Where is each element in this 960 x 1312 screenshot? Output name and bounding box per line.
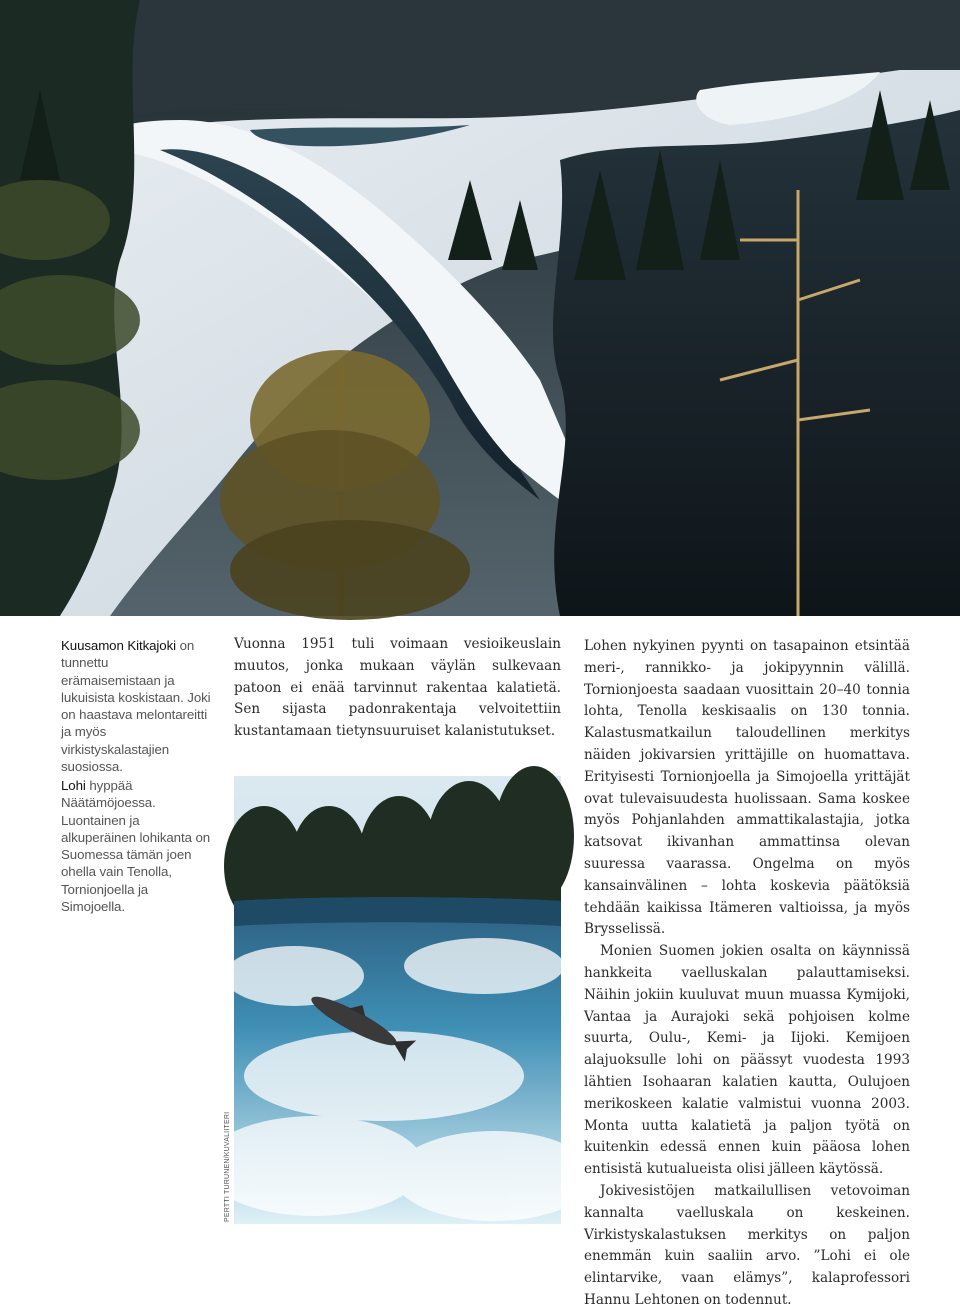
- paragraph: Lohen nykyinen pyynti on tasapainon etsintää meri-, rannikko- ja jokipyynnin välillä. Tornionjoesta saadaan vuosittain 20–40 tonnia lohta, Tenolla keskisaalis on 130 tonnia. Kalastusmatkailun taloudellinen merkitys näiden jokivarsien yrittäjille on huomattava. Erityisesti Tornionjoella ja Simojoella yrittäjät ovat tulevaisuudesta huolissaan. Sama koskee myös Pohjanlahden ammattikalastajia, jotka katsovat ikivanhan ammattinsa olevan suuressa vaarassa. Ongelma on myös kansainvälinen – lohta koskevia päätöksiä tehdään kaikissa Itämeren valtioissa, ja myös Brysselissä.: [584, 638, 910, 938]
- caption-text: hyppää Näätämöjoessa. Luontainen ja alkuperäinen lohikanta on Suomessa tämän joen ohella vain Tenolla, Tornionjoella ja Simojoella.: [61, 778, 211, 915]
- photo-caption-salmon: [61, 777, 211, 915]
- photo-caption-kitkajoki: [61, 637, 211, 775]
- middle-column-text: [234, 634, 561, 743]
- hero-photo-kitkajoki: [0, 0, 960, 616]
- paragraph: Monien Suomen jokien osalta on käynnissä hankkeita vaelluskalan palauttamiseksi. Näihin jokiin kuuluvat muun muassa Kymijoki, Vantaa ja Aurajoki sekä pohjoisen kolme suurta, Oulu-, Kemi- ja Iijoki. Kemijoen alajuoksulle lohi on päässyt vuodesta 1993 lähtien Isohaaran kalatien kautta, Oulujoen merikoskeen kalatie valmistui vuonna 2003. Monta uutta kalatietä ja paljon työtä on kuitenkin edessä ennen kuin pääosa lohen entisistä kutualueista olisi jälleen käytössä.: [584, 943, 910, 1178]
- caption-lead: Kuusamon Kitkajoki: [61, 638, 176, 653]
- right-column-text: [584, 636, 910, 1312]
- paragraph: Vuonna 1951 tuli voimaan vesioikeuslain muutos, jonka mukaan väylän sulkevaan patoon ei enää tarvinnut rakentaa kalatietä. Sen sijasta padonrakentaja velvoitettiin kustantamaan tietynsuuruiset kalanistutukset.: [234, 636, 561, 740]
- salmon-leap-photo: [234, 776, 561, 1224]
- caption-text: on tunnettu erämaisemistaan ja lukuisista koskistaan. Joki on haastava melontareitti ja myös virkistyskalastajien suosiossa.: [61, 638, 211, 775]
- photo-credit: PERTTI TURUNEN/KUVALIITERI: [224, 1111, 231, 1222]
- caption-lead: Lohi: [61, 778, 86, 793]
- paragraph: Jokivesistöjen matkailullisen vetovoiman kannalta vaelluskala on keskeinen. Virkistyskalastuksen merkitys on paljon enemmän kuin saaliin arvo. ”Lohi ei ole elintarvike, vaan elämys”, kalaprofessori Hannu Lehtonen on todennut.: [584, 1182, 910, 1308]
